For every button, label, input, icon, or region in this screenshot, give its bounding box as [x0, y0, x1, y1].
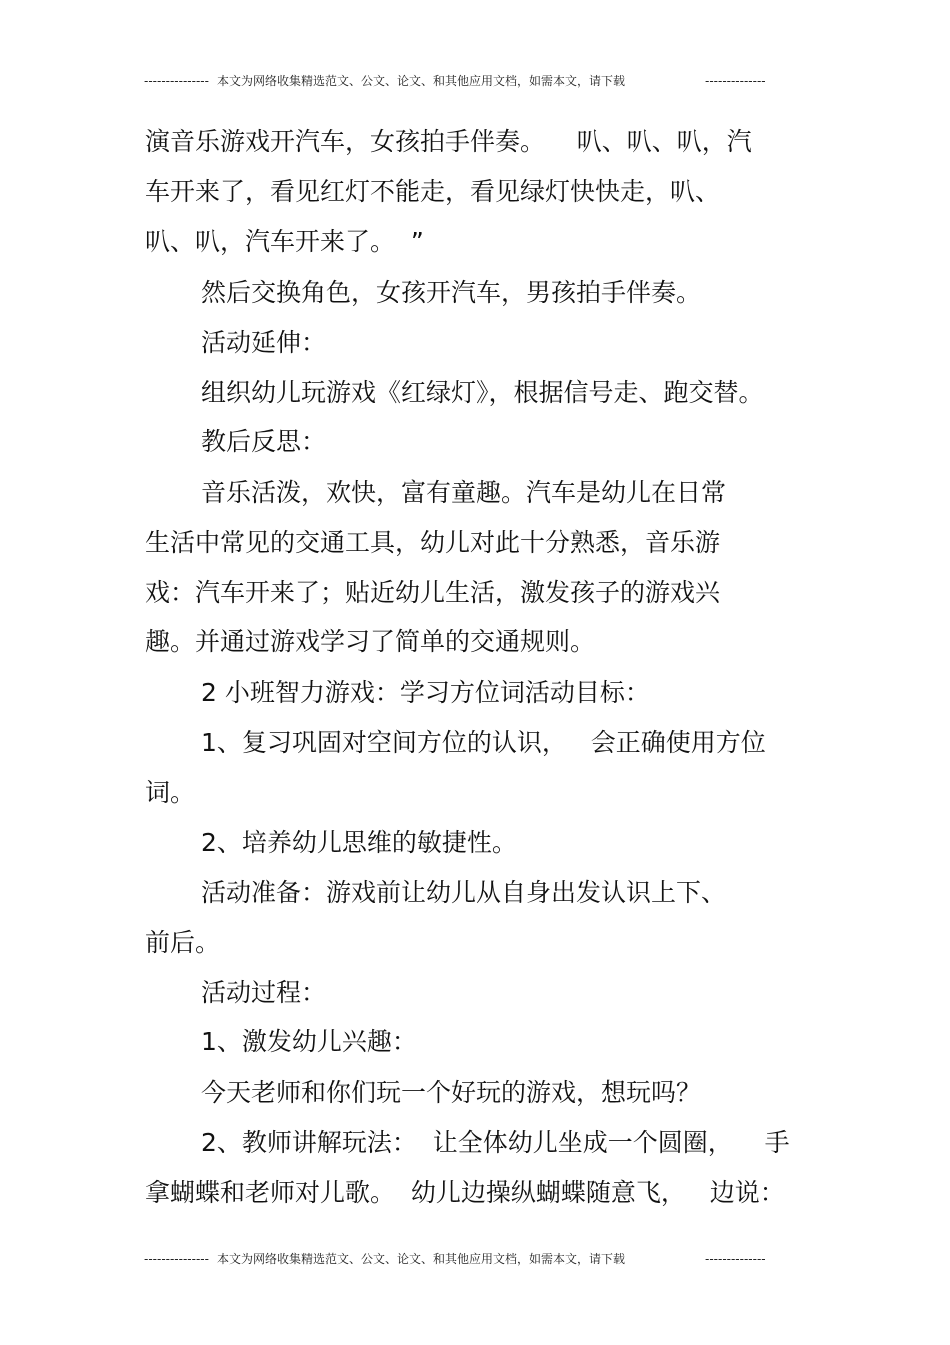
page-header [0, 71, 950, 91]
body-line: 叭、叭，汽车开来了。 ” [145, 227, 424, 256]
section-heading: 教后反思： [201, 427, 327, 456]
body-line: 拿蝴蝶和老师对儿歌。 幼儿边操纵蝴蝶随意飞， 边说： [145, 1178, 785, 1207]
body-line: 组织幼儿玩游戏《红绿灯》，根据信号走、跑交替。 [201, 378, 764, 407]
footer-text: 本文为网络收集精选范文、公文、论文、和其他应用文档，如需本文，请下载 [217, 1252, 626, 1266]
body-line: 2、教师讲解玩法： 让全体幼儿坐成一个圆圈， 手 [201, 1128, 790, 1157]
body-line: 演音乐游戏开汽车，女孩拍手伴奏。 叭、叭、叭，汽 [145, 127, 752, 156]
body-line: 2、培养幼儿思维的敏捷性。 [201, 828, 517, 857]
body-line: 1、激发幼儿兴趣： [201, 1027, 417, 1056]
page-footer [0, 1249, 950, 1269]
body-line: 词。 [145, 778, 196, 807]
section-heading: 活动延伸： [201, 328, 327, 357]
body-line: 前后。 [145, 928, 221, 957]
section-heading: 2 小班智力游戏：学习方位词活动目标： [201, 678, 650, 707]
footer-right-rule: -------------- [705, 1252, 766, 1266]
body-line: 然后交换角色，女孩开汽车，男孩拍手伴奏。 [201, 278, 702, 307]
body-line: 活动准备：游戏前让幼儿从自身出发认识上下、 [201, 878, 727, 907]
footer-left-rule: --------------- [144, 1252, 209, 1266]
header-text: 本文为网络收集精选范文、公文、论文、和其他应用文档，如需本文，请下载 [217, 74, 626, 88]
body-line: 音乐活泼，欢快，富有童趣。汽车是幼儿在日常 [201, 478, 727, 507]
header-left-rule: --------------- [144, 74, 209, 88]
section-heading: 活动过程： [201, 978, 327, 1007]
body-line: 戏：汽车开来了；贴近幼儿生活，激发孩子的游戏兴 [145, 578, 721, 607]
body-line: 趣。并通过游戏学习了简单的交通规则。 [145, 627, 596, 656]
body-line: 生活中常见的交通工具，幼儿对此十分熟悉，音乐游 [145, 528, 721, 557]
body-line: 车开来了，看见红灯不能走，看见绿灯快快走，叭、 [145, 177, 721, 206]
body-line: 今天老师和你们玩一个好玩的游戏，想玩吗？ [201, 1078, 702, 1107]
body-line: 1、复习巩固对空间方位的认识， 会正确使用方位 [201, 728, 766, 757]
header-right-rule: -------------- [705, 74, 766, 88]
